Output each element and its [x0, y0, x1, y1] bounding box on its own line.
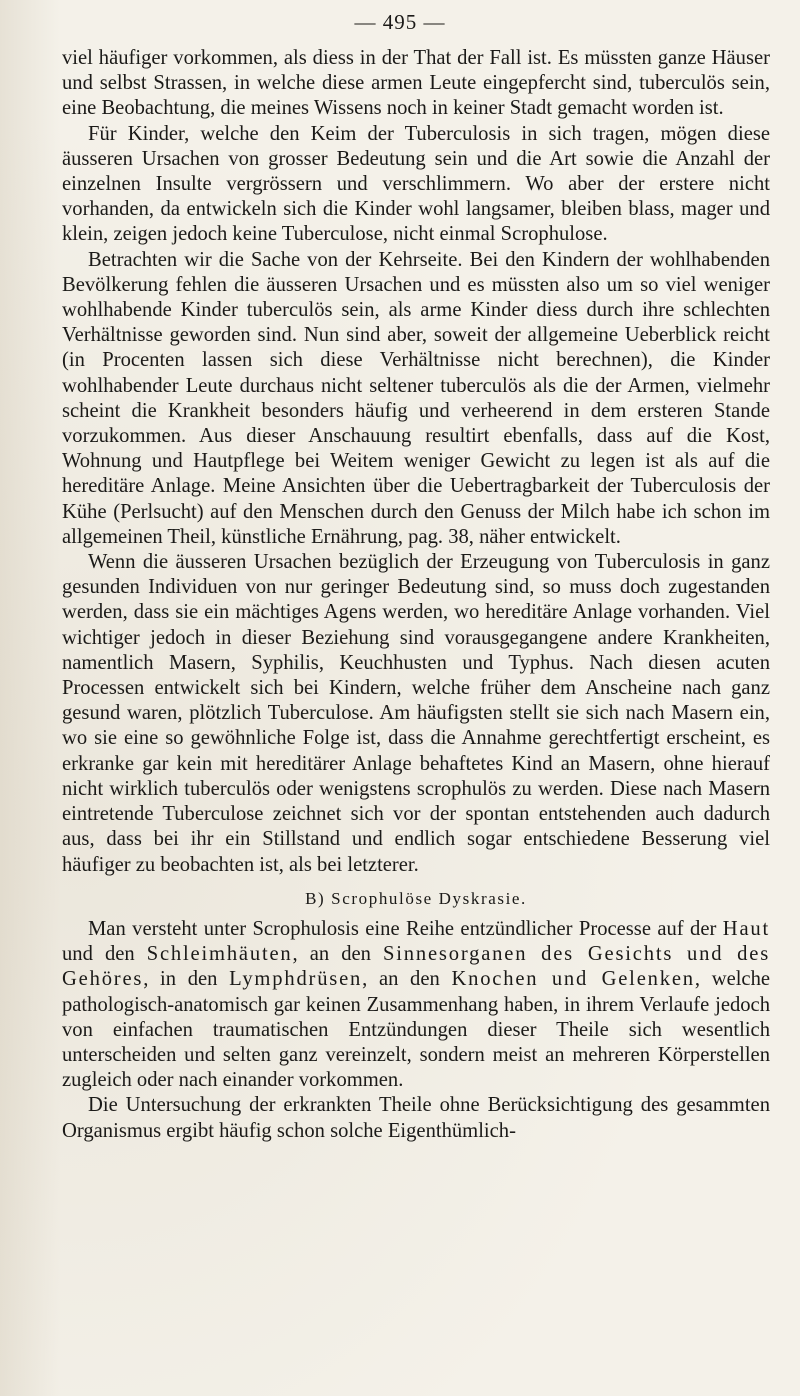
emphasis-sinnesorgane: Sinnesorganen des Gesichts und des Gehöres	[62, 943, 771, 991]
emphasis-lymphdruesen: Lymphdrüsen	[229, 968, 363, 991]
section-paragraph-2: Die Untersuchung der erkrankten Theile ohne Berücksichtigung des gesammten Organismus ergibt häufig schon solche Eigenthümlich-	[62, 1094, 770, 1142]
page-number: — 495 —	[354, 10, 446, 34]
text-run: , in den	[143, 968, 230, 991]
paragraph-4: Wenn die äusseren Ursachen bezüglich der Erzeugung von Tuberculosis in ganz gesunden Individuen von nur geringer Bedeutung sind, so muss doch zugestanden werden, dass sie ein mächtiges Agens werden, wo hereditäre Anlage vorhanden. Viel wichtiger jedoch in dieser Beziehung sind vorausgegangene andere Krankheiten, namentlich Masern, Syphilis, Keuchhusten und Typhus. Nach diesen acuten Processen entwickelt sich bei Kindern, welche früher dem Anscheine nach ganz gesund waren, plötzlich Tuberculose. Am häufigsten stellt sie sich nach Masern ein, wo sie eine so gewöhnliche Folge ist, dass die Annahme gerechtfertigt erscheint, es erkranke gar kein mit hereditärer Anlage behaftetes Kind an Masern, ohne hierauf nicht wirklich tuberculös oder wenigstens scrophulös zu werden. Diese nach Masern eintretende Tuberculose zeichnet sich vor der spontan entstehenden auch dadurch aus, dass bei ihr ein Stillstand und endlich sogar entschiedene Besserung viel häufiger zu beobachten ist, als bei letzterer.	[62, 551, 770, 876]
text-run: , an den	[362, 968, 452, 991]
text-run: Man versteht unter Scrophulosis eine Reihe entzündlicher Processe auf der	[88, 917, 723, 940]
text-run: , an den	[292, 943, 384, 966]
page-body-text	[62, 46, 770, 1144]
emphasis-knochen-gelenke: Knochen und Gelenken	[451, 968, 695, 991]
paragraph-2: Für Kinder, welche den Keim der Tuberculosis in sich tragen, mögen diese äusseren Ursachen von grosser Bedeutung sein und die Art sowie die Anzahl der einzelnen Insulte vergrössern und verschlimmern. Wo aber der erstere nicht vorhanden, da entwickeln sich die Kinder wohl langsamer, bleiben blass, mager und klein, zeigen jedoch keine Tuberculose, nicht einmal Scrophulose.	[62, 122, 770, 246]
section-paragraph-1	[62, 917, 770, 1093]
paragraph-1: viel häufiger vorkommen, als diess in der That der Fall ist. Es müssten ganze Häuser und selbst Strassen, in welche diese armen Leute eingepfercht sind, tuberculös sein, eine Beobachtung, die meines Wissens noch in keiner Stadt gemacht worden ist.	[62, 47, 770, 120]
emphasis-haut: Haut	[722, 917, 770, 940]
emphasis-schleimhaeute: Schleimhäuten	[146, 943, 293, 966]
paragraph-3: Betrachten wir die Sache von der Kehrseite. Bei den Kindern der wohlhabenden Bevölkerung fehlen die äusseren Ursachen und es müssten also um so viel weniger wohlhabende Kinder tuberculös sein, als arme Kinder diess durch ihre schlechten Verhältnisse geworden sind. Nun sind aber, soweit der allgemeine Ueberblick reicht (in Procenten lassen sich diese Verhältnisse nicht berechnen), die Kinder wohlhabender Leute durchaus nicht seltener tuberculös als die der Armen, vielmehr scheint die Krankheit besonders häufig und verheerend in dem ersteren Stande vorzukommen. Aus dieser Anschauung resultirt ebenfalls, dass auf die Kost, Wohnung und Hautpflege bei Weitem weniger Gewicht zu legen ist als auf die hereditäre Anlage. Meine Ansichten über die Uebertragbarkeit der Tuberculosis der Kühe (Perlsucht) auf den Menschen durch den Genuss der Milch habe ich schon im allgemeinen Theil, künstliche Ernährung, pag. 38, näher entwickelt.	[62, 248, 770, 548]
text-run: , welche pathologisch-anatomisch gar keinen Zusammenhang haben, in ihrem Verlaufe jedoch von einfachen traumatischen Entzündungen dieser Theile sich wesentlich unterscheiden und selten ganz vereinzelt, sondern meist an mehreren Körperstellen zugleich oder nach einander vorkommen.	[62, 968, 771, 1092]
text-run: und den	[62, 943, 147, 966]
section-heading: B) Scrophulöse Dyskrasie.	[305, 888, 527, 908]
